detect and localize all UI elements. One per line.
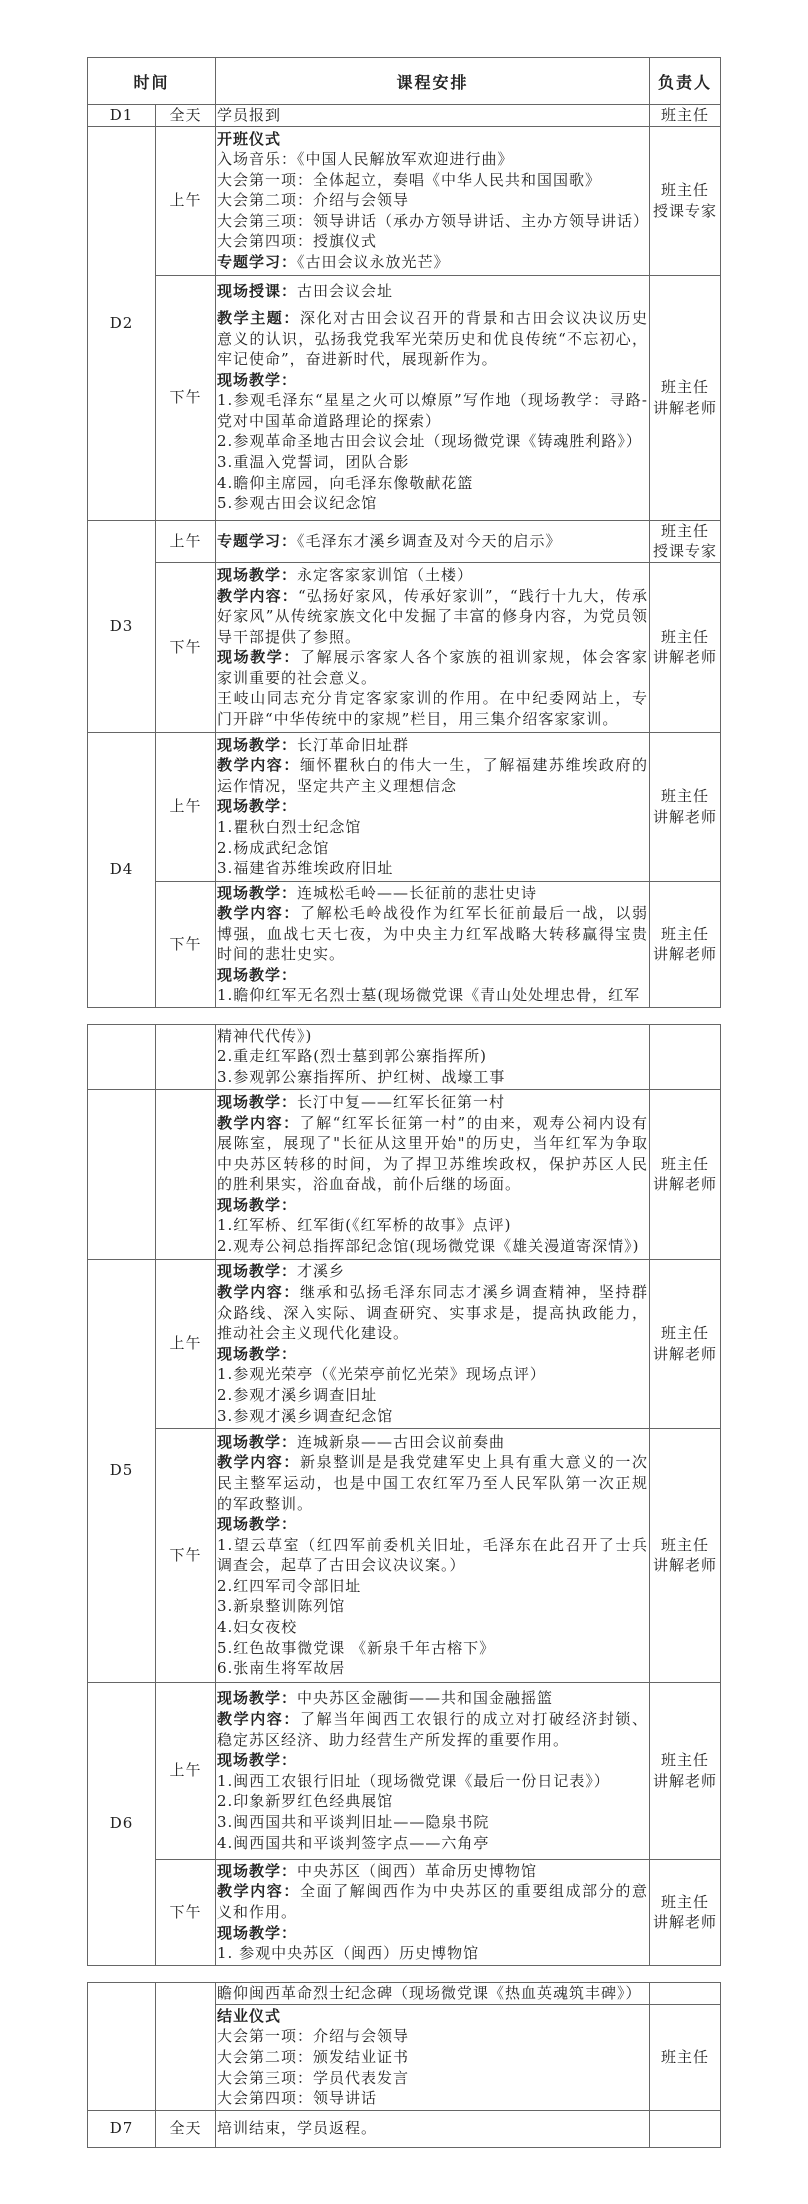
course-line	[217, 1709, 648, 1750]
course-line	[217, 1812, 648, 1833]
course-line-text: 全面了解闽西作为中央苏区的重要组成部分的意义和作用。	[217, 1882, 648, 1921]
course-line-label: 结业仪式	[217, 2006, 282, 2025]
course-line	[217, 1833, 648, 1854]
table-row	[88, 1859, 721, 1965]
course-line-label: 开班仪式	[217, 129, 282, 148]
day-cell	[88, 1982, 156, 2110]
period-cell: 上午	[156, 1259, 216, 1428]
table-row	[88, 2110, 721, 2147]
course-line-label: 教学内容：	[217, 586, 298, 605]
course-line	[217, 1596, 648, 1617]
owner-cell	[650, 1024, 721, 1089]
course-line-label: 教学内容：	[217, 1710, 300, 1728]
table-row	[88, 1024, 721, 1089]
owner-cell: 班主任 讲解老师	[650, 1859, 721, 1965]
course-line	[217, 2118, 648, 2139]
course-line	[217, 2068, 648, 2089]
course-line	[217, 1364, 648, 1385]
course-line	[217, 1688, 648, 1709]
course-line	[217, 1881, 648, 1922]
course-line	[217, 531, 648, 552]
course-line-label: 现场教学：	[217, 370, 298, 389]
course-line	[217, 2047, 648, 2068]
course-line	[217, 1750, 648, 1771]
owner-cell: 班主任 讲解老师	[650, 1428, 721, 1682]
day-cell: D5	[88, 1259, 156, 1682]
period-cell: 上午	[156, 732, 216, 881]
period-cell: 下午	[156, 275, 216, 520]
course-content-cell	[216, 275, 650, 520]
course-line-text: 6.张南生将军故居	[217, 1659, 346, 1678]
day-cell: D2	[88, 126, 156, 520]
owner-cell: 班主任 讲解老师	[650, 732, 721, 881]
course-line	[217, 1113, 648, 1195]
period-cell	[156, 1982, 216, 2110]
period-cell	[156, 1089, 216, 1259]
course-line-text: 入场音乐：《中国人民解放军欢迎进行曲》	[217, 150, 514, 169]
course-line-text: 1.望云草室（红四军前委机关旧址，毛泽东在此召开了士兵调查会，起草了古田会议决议案。）	[217, 1535, 648, 1575]
course-content-cell	[216, 1259, 650, 1428]
course-content-cell	[216, 1089, 650, 1259]
course-line-text: 2.观寿公祠总指挥部纪念馆(现场微党课《雄关漫道寄深情》)	[217, 1237, 640, 1256]
course-line-text: 王岐山同志充分肯定客家家训的作用。在中纪委网站上，专门开辟“中华传统中的家规”栏目，用三集介绍客家家训。	[217, 689, 649, 729]
course-line-text: 1.红军桥、红军街(《红军桥的故事》点评)	[217, 1216, 512, 1235]
course-content-cell	[216, 2110, 650, 2147]
course-line-label: 现场授课：	[217, 282, 298, 301]
course-line-text: 了解当年闽西工农银行的成立对打破经济封锁、稳定苏区经济、助力经营生产所发挥的重要作用。	[217, 1710, 648, 1749]
course-line-label: 现场教学：	[217, 1432, 298, 1451]
course-line	[217, 1385, 648, 1406]
course-line	[217, 2006, 648, 2027]
course-line-text: 《古田会议永放光芒》	[297, 253, 450, 272]
course-line-text: 3.闽西国共和平谈判旧址——隐泉书院	[217, 1812, 490, 1831]
course-content-cell	[216, 732, 650, 881]
course-line-label: 教学内容：	[217, 1113, 300, 1132]
course-line	[217, 1923, 648, 1944]
course-line	[217, 1261, 648, 1282]
owner-cell: 班主任 授课专家	[650, 126, 721, 275]
course-line	[217, 493, 648, 514]
course-line-text: 培训结束，学员返程。	[217, 2119, 378, 2138]
course-content-cell	[216, 1982, 650, 2004]
course-line-text: 3.重温入党誓词，团队合影	[217, 453, 410, 472]
course-line	[217, 796, 648, 817]
owner-cell	[650, 2110, 721, 2147]
table-row	[88, 1259, 721, 1428]
course-line	[217, 308, 648, 370]
course-content-cell	[216, 562, 650, 732]
course-line-label: 现场教学：	[217, 735, 298, 754]
schedule-table-part-3	[87, 1982, 721, 2148]
course-line-label: 现场教学：	[217, 1861, 298, 1880]
course-line-text: 新泉整训是是我党建军史上具有重大意义的一次民主整军运动，也是中国工农红军乃至人民军队第一次正规的军政整训。	[217, 1453, 648, 1513]
period-cell: 上午	[156, 520, 216, 562]
day-cell: D3	[88, 520, 156, 732]
table-row	[88, 1982, 721, 2004]
day-cell: D4	[88, 732, 156, 1007]
owner-cell: 班主任	[650, 2004, 721, 2110]
course-line-label: 现场教学：	[217, 1515, 298, 1534]
course-line-text: 1.闽西工农银行旧址（现场微党课《最后一份日记表》）	[217, 1771, 610, 1790]
course-content-cell	[216, 1024, 650, 1089]
course-line-label: 现场教学：	[217, 648, 301, 667]
course-line-text: 大会第一项：全体起立，奏唱《中华人民共和国国歌》	[217, 170, 602, 189]
period-cell: 上午	[156, 126, 216, 275]
course-line	[217, 817, 648, 838]
course-line-label: 教学内容：	[217, 904, 301, 923]
course-line-text: 了解展示客家人各个家族的祖训家规，体会客家家训重要的社会意义。	[217, 648, 648, 687]
course-line-label: 现场教学：	[217, 1344, 298, 1363]
course-line	[217, 565, 648, 586]
period-cell: 上午	[156, 1682, 216, 1859]
course-line-text: 1.瞻仰红军无名烈士墓(现场微党课《青山处处埋忠骨，红军	[217, 986, 641, 1005]
table-row	[88, 562, 721, 732]
course-line-text: 了解松毛岭战役作为红军长征前最后一战，以弱博强，血战七天七夜，为中央主力红军战略大转移赢得宝贵时间的悲壮史实。	[217, 904, 649, 964]
owner-cell: 班主任 讲解老师	[650, 275, 721, 520]
schedule-table-part-1	[87, 57, 721, 1008]
course-line	[217, 1432, 648, 1453]
course-line	[217, 231, 648, 252]
course-line-text: 5.红色故事微党课 《新泉千年古榕下》	[217, 1638, 496, 1657]
course-line	[217, 252, 648, 273]
table-row	[88, 520, 721, 562]
course-line-text: 5.参观古田会议纪念馆	[217, 494, 378, 513]
day-cell: D1	[88, 105, 156, 127]
course-content-cell	[216, 520, 650, 562]
course-line	[217, 1617, 648, 1638]
course-content-cell	[216, 126, 650, 275]
day-cell	[88, 1089, 156, 1259]
header-owner: 负责人	[650, 58, 721, 105]
course-line	[217, 1791, 648, 1812]
course-content-cell	[216, 105, 650, 127]
course-line-label: 现场教学：	[217, 797, 298, 816]
course-line	[217, 1092, 648, 1113]
course-line-label: 现场教学：	[217, 1923, 298, 1942]
course-line-text: 中央苏区（闽西）革命历史博物馆	[297, 1861, 538, 1880]
course-line	[217, 1452, 648, 1514]
course-line	[217, 211, 648, 232]
course-line-label: 教学内容：	[217, 1882, 300, 1901]
course-line-text: 3.参观才溪乡调查纪念馆	[217, 1406, 394, 1425]
owner-cell: 班主任 讲解老师	[650, 1682, 721, 1859]
period-cell: 下午	[156, 881, 216, 1007]
course-line	[217, 1344, 648, 1365]
course-line-text: 大会第二项：颁发结业证书	[217, 2047, 410, 2066]
course-line	[217, 1535, 648, 1576]
course-line	[217, 1215, 648, 1236]
course-line	[217, 1236, 648, 1257]
course-line-text: 了解“红军长征第一村”的由来，观寿公祠内设有展陈室，展现了"长征从这里开始"的历史，当年红军为争取中央苏区转移的时间，为了捍卫苏维埃政权，保护苏区人民的胜利果实，浴血奋战，前仆后继的场面。	[217, 1113, 648, 1194]
course-line-text: 中央苏区金融街——共和国金融摇篮	[297, 1689, 554, 1708]
course-line-text: 才溪乡	[297, 1262, 346, 1281]
course-line-label: 教学内容：	[217, 756, 301, 775]
course-line	[217, 1406, 648, 1427]
owner-cell: 班主任 讲解老师	[650, 562, 721, 732]
course-line	[217, 1576, 648, 1597]
course-line-label: 专题学习：	[217, 253, 298, 272]
period-cell: 全天	[156, 2110, 216, 2147]
owner-cell: 班主任	[650, 105, 721, 127]
course-content-cell	[216, 2004, 650, 2110]
course-line	[217, 755, 648, 796]
course-line	[217, 1026, 648, 1047]
course-line-text: 大会第三项：学员代表发言	[217, 2068, 410, 2087]
course-line-text: 4.瞻仰主席园，向毛泽东像敬献花篮	[217, 473, 474, 492]
table-row	[88, 1682, 721, 1859]
owner-cell: 班主任 讲解老师	[650, 1089, 721, 1259]
course-line	[217, 170, 648, 191]
course-line	[217, 1046, 648, 1067]
course-line-label: 现场教学：	[217, 1689, 298, 1708]
course-line	[217, 1282, 648, 1344]
course-line-label: 教学内容：	[217, 1283, 300, 1301]
course-line-text: 2.红四军司令部旧址	[217, 1576, 362, 1595]
course-line	[217, 281, 648, 302]
table-row	[88, 732, 721, 881]
course-line-text: 古田会议会址	[297, 282, 394, 301]
day-cell: D7	[88, 2110, 156, 2147]
course-line	[217, 1658, 648, 1679]
course-line	[217, 1861, 648, 1882]
table-row	[88, 1089, 721, 1259]
owner-cell	[650, 1982, 721, 2004]
course-line	[217, 965, 648, 986]
owner-cell: 班主任 讲解老师	[650, 1259, 721, 1428]
period-cell	[156, 1024, 216, 1089]
course-line	[217, 688, 648, 729]
course-line-text: 瞻仰闽西革命烈士纪念碑（现场微党课《热血英魂筑丰碑》）	[217, 1983, 642, 2002]
course-line	[217, 149, 648, 170]
course-line	[217, 105, 648, 126]
course-line-text: 2.重走红军路(烈士墓到郭公寨指挥所)	[217, 1047, 488, 1066]
course-line-text: 3.参观郭公寨指挥所、护红树、战壕工事	[217, 1068, 506, 1087]
period-cell: 全天	[156, 105, 216, 127]
course-content-cell	[216, 1682, 650, 1859]
owner-cell: 班主任 授课专家	[650, 520, 721, 562]
course-line-label: 现场教学：	[217, 1262, 298, 1281]
table-row	[88, 105, 721, 127]
course-line	[217, 985, 648, 1006]
course-line	[217, 190, 648, 211]
course-line-text: 大会第一项：介绍与会领导	[217, 2027, 410, 2046]
course-line	[217, 1195, 648, 1216]
course-line	[217, 1638, 648, 1659]
course-line	[217, 473, 648, 494]
table-row	[88, 275, 721, 520]
course-line-label: 教学主题：	[217, 308, 301, 327]
course-line-text: 1.参观毛泽东“星星之火可以燎原”写作地（现场教学：寻路-党对中国革命道路理论的探索）	[217, 391, 649, 430]
course-line	[217, 858, 648, 879]
schedule-table-part-2	[87, 1024, 721, 1966]
course-line	[217, 1943, 648, 1964]
course-line-text: 连城新泉——古田会议前奏曲	[297, 1432, 506, 1451]
course-line-label: 现场教学：	[217, 1195, 298, 1214]
course-line-label: 现场教学：	[217, 883, 298, 902]
course-line-text: 精神代代传》)	[217, 1026, 313, 1045]
course-line-text: 3.福建省苏维埃政府旧址	[217, 859, 394, 878]
course-line-text: 1. 参观中央苏区（闽西）历史博物馆	[217, 1944, 480, 1963]
course-line-label: 专题学习：	[217, 531, 298, 550]
course-line	[217, 431, 648, 452]
course-line-label: 现场教学：	[217, 965, 298, 984]
course-line-text: 连城松毛岭——长征前的悲壮史诗	[297, 883, 538, 902]
course-line-text: 2.印象新罗红色经典展馆	[217, 1792, 394, 1811]
course-line-label: 现场教学：	[217, 1092, 298, 1111]
course-line	[217, 452, 648, 473]
course-line-text: 学员报到	[217, 106, 282, 124]
course-line-text: 大会第二项：介绍与会领导	[217, 191, 410, 210]
header-row	[88, 58, 721, 105]
period-cell: 下午	[156, 1859, 216, 1965]
day-cell	[88, 1024, 156, 1089]
course-line-text: 大会第三项：领导讲话（承办方领导讲话、主办方领导讲话）	[217, 211, 650, 230]
course-line-text: 缅怀瞿秋白的伟大一生，了解福建苏维埃政府的运作情况，坚定共产主义理想信念	[217, 756, 648, 795]
course-line	[217, 2026, 648, 2047]
course-line-label: 现场教学：	[217, 1751, 298, 1770]
course-line-text: 《毛泽东才溪乡调查及对今天的启示》	[297, 531, 562, 550]
period-cell: 下午	[156, 1428, 216, 1682]
course-line	[217, 1771, 648, 1792]
course-line	[217, 2088, 648, 2109]
course-line-text: 3.新泉整训陈列馆	[217, 1597, 346, 1616]
course-line	[217, 370, 648, 391]
course-line-text: 2.杨成武纪念馆	[217, 838, 330, 857]
course-line-text: 大会第四项：授旗仪式	[217, 232, 378, 251]
course-line	[217, 390, 648, 431]
course-line	[217, 1067, 648, 1088]
course-line-text: 2.参观才溪乡调查旧址	[217, 1385, 378, 1404]
course-line	[217, 883, 648, 904]
course-line-label: 现场教学：	[217, 565, 298, 584]
day-cell: D6	[88, 1682, 156, 1965]
course-content-cell	[216, 1428, 650, 1682]
course-line-text: 4.妇女夜校	[217, 1618, 298, 1637]
course-line	[217, 838, 648, 859]
course-line	[217, 903, 648, 965]
table-row	[88, 1428, 721, 1682]
period-cell: 下午	[156, 562, 216, 732]
course-line-text: 永定客家家训馆（土楼）	[297, 565, 474, 584]
course-line	[217, 1514, 648, 1535]
owner-cell: 班主任 讲解老师	[650, 881, 721, 1007]
course-line	[217, 129, 648, 150]
course-line-text: “弘扬好家风，传承好家训”，“践行十九大，传承好家风”从传统家族文化中发掘了丰富的修身内容，为党员领导干部提供了参照。	[217, 586, 649, 646]
course-line	[217, 1983, 648, 2004]
course-line-text: 继承和弘扬毛泽东同志才溪乡调查精神，坚持群众路线、深入实际、调查研究、实事求是，提高执政能力，推动社会主义现代化建设。	[217, 1283, 648, 1343]
table-row	[88, 126, 721, 275]
course-line-text: 长汀革命旧址群	[297, 735, 410, 754]
course-line-text: 1.瞿秋白烈士纪念馆	[217, 818, 362, 837]
header-time: 时间	[88, 58, 216, 105]
course-line-text: 长汀中复——红军长征第一村	[297, 1092, 506, 1111]
course-line	[217, 647, 648, 688]
course-line	[217, 735, 648, 756]
header-course: 课程安排	[216, 58, 650, 105]
course-line-text: 大会第四项：领导讲话	[217, 2089, 378, 2108]
table-row	[88, 881, 721, 1007]
course-line-text: 4.闽西国共和平谈判签字点——六角亭	[217, 1833, 490, 1852]
course-line-text: 2.参观革命圣地古田会议会址（现场微党课《铸魂胜利路》）	[217, 432, 642, 451]
course-content-cell	[216, 1859, 650, 1965]
course-content-cell	[216, 881, 650, 1007]
course-line-text: 1.参观光荣亭（《光荣亭前忆光荣》现场点评）	[217, 1365, 546, 1384]
course-line	[217, 586, 648, 648]
course-line-text: 深化对古田会议召开的背景和古田会议决议历史意义的认识，弘扬我党我军光荣历史和优良传统“不忘初心，牢记使命”，奋进新时代，展现新作为。	[217, 308, 649, 369]
course-line-label: 教学内容：	[217, 1453, 300, 1472]
